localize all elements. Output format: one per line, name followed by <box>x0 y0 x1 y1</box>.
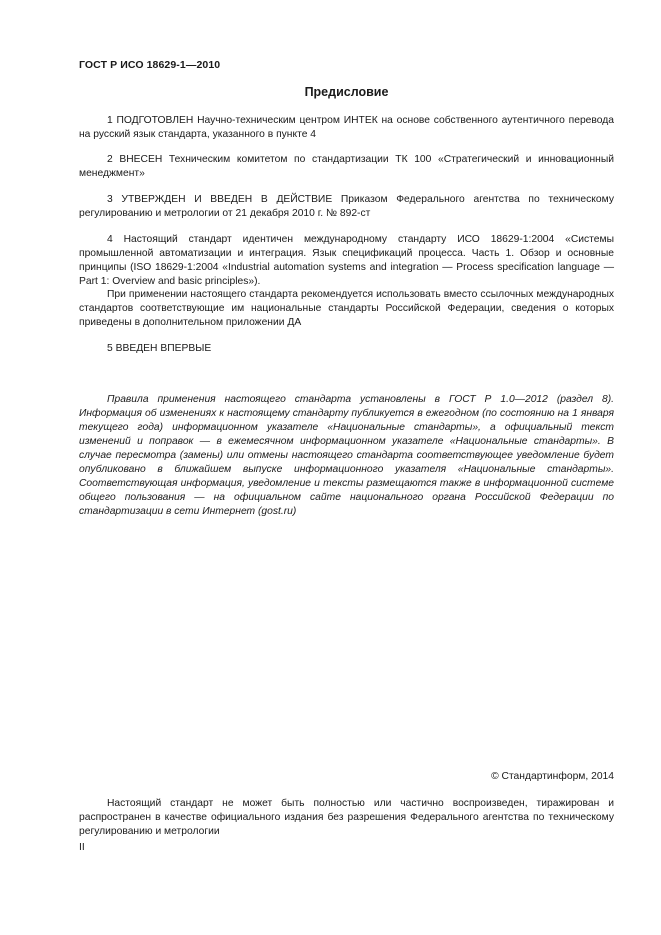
paragraph-5: 5 ВВЕДЕН ВПЕРВЫЕ <box>107 343 212 354</box>
page-title: Предисловие <box>304 85 389 99</box>
paragraph-3: 3 УТВЕРЖДЕН И ВВЕДЕН В ДЕЙСТВИЕ Приказом Федерального агентства по техническому регулированию и метрологии от 21 декабря 2010 г. № 892-ст <box>79 194 614 219</box>
document-code: ГОСТ Р ИСО 18629-1—2010 <box>79 59 221 71</box>
paragraph-4-note: При применении настоящего стандарта рекомендуется использовать вместо ссылочных международных стандартов соответствующие им национальные стандарты Российской Федерации, сведения о которых приведены в дополнительном приложении ДА <box>79 289 614 328</box>
paragraph-2: 2 ВНЕСЕН Техническим комитетом по стандартизации ТК 100 «Стратегический и инновационный менеджмент» <box>79 154 614 179</box>
page-number: II <box>79 842 85 853</box>
reproduction-notice: Настоящий стандарт не может быть полностью или частично воспроизведен, тиражирован и распространен в качестве официального издания без разрешения Федерального агентства по техническому регулированию и метрологии <box>79 798 614 837</box>
copyright: © Стандартинформ, 2014 <box>491 771 614 782</box>
paragraph-4: 4 Настоящий стандарт идентичен международному стандарту ИСО 18629-1:2004 «Системы промышленной автоматизации и интеграция. Язык спецификаций процесса. Часть 1. Обзор и основные принципы (ISO 18629-1:2004 «Industrial automation systems and integration — Process specification language — Part 1: Overview and basic principles»). <box>79 234 614 287</box>
application-notice: Правила применения настоящего стандарта установлены в ГОСТ Р 1.0—2012 (раздел 8). Информация об изменениях к настоящему стандарту публикуется в ежегодном (по состоянию на 1 января текущего года) информационном указателе «Национальные стандарты», а официальный текст изменений и поправок — в ежемесячном информационном указателе «Национальные стандарты». В случае пересмотра (замены) или отмены настоящего стандарта соответствующее уведомление будет опубликовано в ближайшем выпуске информационного указателя «Национальные стандарты». Соответствующая информация, уведомление и тексты размещаются также в информационной системе общего пользования — на официальном сайте национального органа Российской Федерации по стандартизации в сети Интернет (gost.ru) <box>79 394 614 517</box>
paragraph-1: 1 ПОДГОТОВЛЕН Научно-техническим центром ИНТЕК на основе собственного аутентичного перевода на русский язык стандарта, указанного в пункте 4 <box>79 115 614 140</box>
